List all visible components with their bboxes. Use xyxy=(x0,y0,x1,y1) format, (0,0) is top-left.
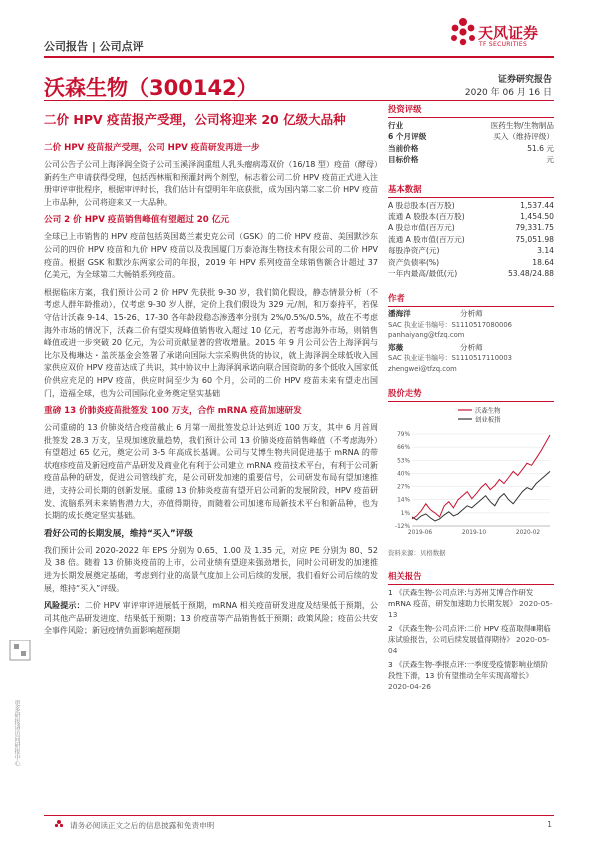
rating-row: 当前价格 51.6 元 xyxy=(388,143,554,153)
author-name: 郑薇 xyxy=(388,342,404,352)
company-title: 沃森生物（300142） xyxy=(44,76,258,100)
header-divider xyxy=(44,56,554,58)
rating-row: 目标价格 元 xyxy=(388,155,554,165)
footer-disclaimer: 请务必阅读正文之后的信息披露和免责申明 xyxy=(70,821,215,830)
y-tick-label: 79% xyxy=(397,432,410,439)
author-1: 潘海洋 分析师 SAC 执业证书编号：S1110517080006 panhaiyang@tfzq.com xyxy=(388,309,554,341)
y-tick-label: 40% xyxy=(397,471,410,478)
side-text: 更多研报请访问研报中心 xyxy=(13,700,20,766)
page-number: 1 xyxy=(547,820,552,829)
section-title: 看好公司的长期发展，维持“买入”评级 xyxy=(44,528,193,539)
rating-row: 6 个月评级 买入（维持评级） xyxy=(388,132,554,142)
y-tick-label: 53% xyxy=(397,458,410,465)
basic-data-table xyxy=(388,200,554,280)
legend-label: 沃森生物 xyxy=(475,406,501,415)
section-title: 二价 HPV 疫苗报产受理，公司 HPV 疫苗研发再进一步 xyxy=(44,143,260,153)
sidebar xyxy=(388,100,554,695)
x-tick-label: 2020-02 xyxy=(515,530,541,537)
basic-data-title: 基本数据 xyxy=(388,180,554,198)
x-tick-label: 2019-10 xyxy=(461,530,487,537)
logo-name-en: TF SECURITIES xyxy=(479,41,528,48)
rating-table xyxy=(388,120,554,166)
y-tick-label: -12% xyxy=(395,524,410,531)
footer-divider xyxy=(44,815,554,816)
report-type: 公司报告 | 公司点评 xyxy=(44,40,144,53)
basic-row: A 股总股本(百万股) 1,537.44 xyxy=(388,200,554,210)
price-chart-svg xyxy=(388,404,554,544)
risk-text: 二价 HPV 审评审评进展低于预期，mRNA 相关疫苗研发进度及结果低于预期，公司其他产品研发进度、结果低于预期；13 价疫苗等产品销售低于预期；政策风险；疫苗公共安全事件风险；新冠疫情负面影响超预期 xyxy=(44,601,379,636)
report-date: 2020 年 06 月 16 日 xyxy=(464,88,552,98)
paragraph: 我们预计公司 2020-2022 年 EPS 分别为 0.65、1.00 及 1.35 元，对应 PE 分别为 80、52 及 38 倍。随着 13 价肺炎疫苗的上市，公司业绩有望迎来强劲增长，同时公司研发的加速推进为长期发展奠定基础，考虑到行业的高景气度加上公司后续的发展，我们看好公司后续的发展，维持“买入”评级。 xyxy=(44,545,378,593)
related-report[interactable]: 2 《沃森生物-公司点评:二价 HPV 疫苗取得Ⅲ期临床试验报告，公司后续发展值得期待》 2020-05-04 xyxy=(388,624,551,656)
basic-row: 一年内最高/最低(元) 53.48/24.88 xyxy=(388,269,554,279)
series-line xyxy=(412,435,550,519)
risk-warning xyxy=(44,600,378,638)
paragraph: 根据临床方案，我们预计公司 2 价 HPV 先获批 9-30 岁，我们简化假设，静态情景分析（不考虑人群年龄推动），仅考虑 9-30 岁人群，定价上我们假设为 329 元/剂，和万泰持平，若保守估计沃森 9-14、15-26、17-30 各年龄段稳态渗透率分别为 2%/0.5%/0.5%，故在不考虑海外市场的情况下，沃森二价有望实现峰值销售收入超过 10 亿元，若考虑海外市场，则销售峰值或进一步突破 20 亿元，为公司贡献显著的营收增量。2015 年 9 月公司公告上海泽润与比尔及梅琳达・盖茨基金会签署了承诺向国际大宗采购供货的协议，就上海泽润全球低收入国家供应双价 HPV 疫苗达成了共识，其中协议中上海泽润承诺向联合国资助的多个低收入国家低价供应充足的 HPV 疫苗，供应时间至少为 60 个月，公司的二价 HPV 疫苗未来有望走出国门，造福全球，也为公司国际化业务奠定坚实基础 xyxy=(44,287,378,398)
y-tick-label: 27% xyxy=(397,485,410,492)
report-kind: 证券研究报告 xyxy=(497,75,552,85)
y-tick-label: 66% xyxy=(397,445,410,452)
tf-logo-icon xyxy=(448,16,478,50)
author-email[interactable]: panhaiyang@tfzq.com xyxy=(388,331,465,340)
related-report[interactable]: 1 《沃森生物-公司点评:与苏州艾博合作研发 mRNA 疫苗，研发加速助力长期发展》 2020-05-13 xyxy=(388,588,553,620)
author-email[interactable]: zhengwei@tfzq.com xyxy=(388,364,457,373)
paragraph: 公司重磅的 13 价肺炎结合疫苗截止 6 月第一周批签发总计达到近 100 万支，其中 6 月首周批签发 28.3 万支，呈现加速放量趋势，我们预计公司 13 价肺炎疫苗销售峰值（不考虑海外）有望超过 65 亿元，奠定公司 3-5 年高成长基调。公司与艾博生物共同促进基于 mRNA 的带状疱疹疫苗及新冠疫苗产品研发及商业化有利于公司建立 mRNA 疫苗技术平台，有利于公司新疫苗品种的研发，促进公司管线扩充，是公司研发加速的重要信号，公司研发布局有望加速推进，支持公司长期的创新发展。重磅 13 价肺炎疫苗有望开启公司新的发展阶段，HPV 疫苗研发、流脑系列未来销售潜力大，亦值得期待，而随着公司加速布局新技术平台和新品种，也为长期的成长奠定坚实基础。 xyxy=(44,423,378,521)
price-chart xyxy=(388,404,554,554)
report-headline: 二价 HPV 疫苗报产受理，公司将迎来 20 亿级大品种 xyxy=(44,112,346,127)
rating-title: 投资评级 xyxy=(388,100,554,118)
basic-row: 资产负债率(%) 18.64 xyxy=(388,257,554,267)
y-tick-label: 1% xyxy=(400,511,410,518)
basic-row: A 股总市值(百万元) 79,331.75 xyxy=(388,223,554,233)
basic-row: 流通 A 股市值(百万元) 75,051.98 xyxy=(388,234,554,244)
series-line xyxy=(412,472,550,522)
basic-row: 流通 A 股股本(百万股) 1,454.50 xyxy=(388,212,554,222)
section-2 xyxy=(44,214,378,400)
authors-title: 作者 xyxy=(388,289,554,307)
section-4 xyxy=(44,528,378,595)
logo-name: 天风证券 xyxy=(478,24,539,42)
section-1 xyxy=(44,142,378,209)
author-name: 潘海洋 xyxy=(388,309,411,319)
paragraph: 公司公告子公司上海泽润全资子公司玉溪泽润重组人乳头瘤病毒双价（16/18 型）疫苗（酵母）新药生产申请获得受理，包括西林瓶和预灌封两个剂型，标志着公司二价 HPV 疫苗正式进入注册审评审批程序，根据审评时长，我们估计有望明年年底获批，成为国内第二家二价 HPV 疫苗上市品种，公司将迎来又一大品种。 xyxy=(44,160,378,207)
basic-row: 每股净资产(元) 3.14 xyxy=(388,246,554,256)
section-3 xyxy=(44,405,378,523)
related-title: 相关报告 xyxy=(388,567,554,585)
footer-logo-icon xyxy=(54,819,64,829)
x-tick-label: 2019-06 xyxy=(407,530,433,537)
section-title: 公司 2 价 HPV 疫苗销售峰值有望超过 20 亿元 xyxy=(44,215,229,226)
price-chart-title: 股价走势 xyxy=(388,384,554,402)
report-body xyxy=(44,142,378,643)
chart-source: 资料来源：贝格数据 xyxy=(388,549,446,558)
section-title: 重磅 13 价肺炎疫苗批签发 100 万支，合作 mRNA 疫苗加速研发 xyxy=(44,406,302,417)
related-report[interactable]: 3 《沃森生物-季报点评:一季度受疫情影响业绩阶段性下滑，13 价有望推动全年实现高增长》 2020-04-26 xyxy=(388,660,549,692)
rating-row: 行业 医药生物/生物制品 xyxy=(388,121,554,130)
legend-label: 创业板指 xyxy=(475,415,501,424)
author-2: 郑薇 分析师 SAC 执业证书编号：S1110517110003 zhengwei@tfzq.com xyxy=(388,343,554,375)
y-tick-label: 14% xyxy=(397,498,410,505)
risk-label: 风险提示： xyxy=(44,601,85,611)
paragraph: 全球已上市销售的 HPV 疫苗包括英国葛兰素史克公司（GSK）的二价 HPV 疫苗、美国默沙东公司的四价 HPV 疫苗和九价 HPV 疫苗以及我国厦门万泰沧海生物技术有限公司的二价 HPV 疫苗。根据 GSK 和默沙东两家公司的年报，2019 年 HPV 系列疫苗全球销售额合计超过 37 亿美元，为全球第二大畅销系列疫苗。 xyxy=(44,232,378,280)
